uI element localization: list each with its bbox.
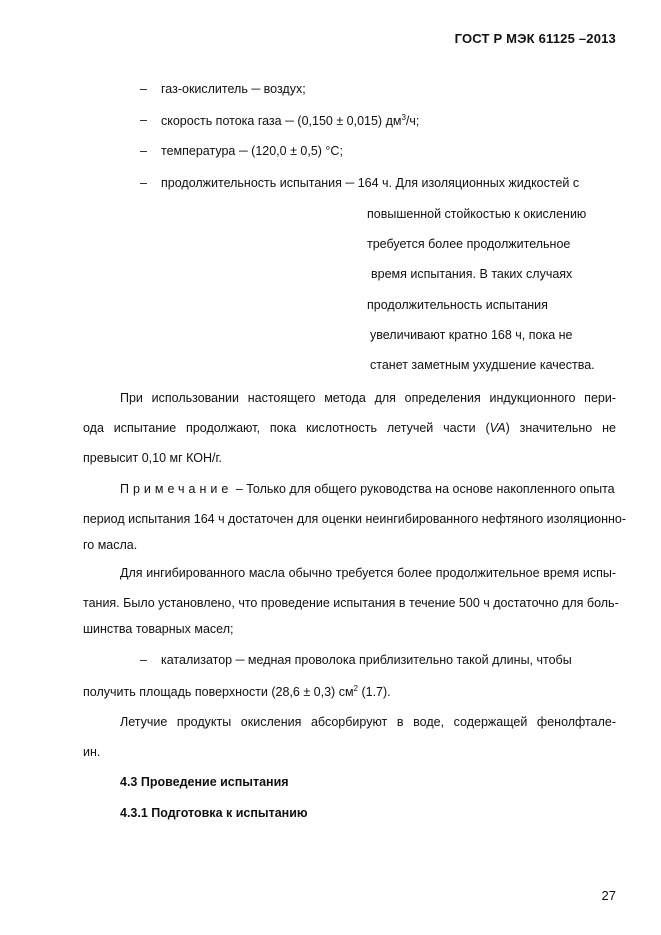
- subsection-heading: 4.3.1 Подготовка к испытанию: [120, 806, 308, 820]
- bullet-catalyst-continuation: получить площадь поверхности (28,6 ± 0,3) $см^2$ (1.7).: [83, 684, 391, 700]
- bullet-dash: –: [140, 176, 147, 190]
- bullet-temperature: температура ─ (120,0 ± 0,5) °С;: [161, 144, 343, 158]
- bullet-test-duration-continuation: повышенной стойкостью к окислению: [367, 207, 587, 221]
- bullet-test-duration-continuation: станет заметным ухудшение качества.: [370, 358, 595, 372]
- bullet-test-duration-continuation: увеличивают кратно 168 ч, пока не: [370, 328, 573, 342]
- bullet-dash: –: [140, 82, 147, 96]
- bullet-test-duration-continuation: требуется более продолжительное: [367, 237, 571, 251]
- bullet-test-duration-continuation: время испытания. В таких случаях: [371, 267, 573, 281]
- section-heading: 4.3 Проведение испытания: [120, 775, 289, 789]
- paragraph-line: ода испытание продолжают, пока кислотность летучей части (VA) значительно не: [83, 421, 616, 435]
- bullet-catalyst: катализатор ─ медная проволока приблизительно такой длины, чтобы: [161, 653, 572, 667]
- paragraph-line: превысит 0,10 мг КОН/г.: [83, 451, 223, 465]
- paragraph-line: тания. Было установлено, что проведение испытания в течение 500 ч достаточно для боль-: [83, 596, 619, 610]
- bullet-test-duration: продолжительность испытания ─ 164 ч. Для изоляционных жидкостей с: [161, 176, 580, 190]
- page-number: 27: [601, 888, 616, 903]
- paragraph-line: шинства товарных масел;: [83, 622, 234, 636]
- paragraph-line: ин.: [83, 745, 101, 759]
- note-line: период испытания 164 ч достаточен для оценки неингибированного нефтяного изоляционно-: [83, 512, 626, 526]
- note-line: го масла.: [83, 538, 138, 552]
- paragraph-line: Для ингибированного масла обычно требуется более продолжительное время испы-: [120, 566, 616, 580]
- bullet-dash: –: [140, 113, 147, 127]
- bullet-dash: –: [140, 653, 147, 667]
- paragraph-line: При использовании настоящего метода для определения индукционного пери-: [120, 391, 616, 405]
- bullet-test-duration-continuation: продолжительность испытания: [367, 298, 548, 312]
- paragraph-line: Летучие продукты окисления абсорбируют в воде, содержащей фенолфтале-: [120, 715, 616, 729]
- note-line: Примечание – Только для общего руководства на основе накопленного опыта: [120, 482, 615, 496]
- bullet-gas-oxidizer: газ-окислитель ─ воздух;: [161, 82, 306, 96]
- bullet-gas-flow-rate: скорость потока газа ─ (0,150 ± 0,015) $дм^3/ч$;: [161, 113, 420, 129]
- note-label: Примечание: [120, 482, 233, 496]
- bullet-dash: –: [140, 144, 147, 158]
- document-header: ГОСТ Р МЭК 61125 –2013: [454, 31, 616, 46]
